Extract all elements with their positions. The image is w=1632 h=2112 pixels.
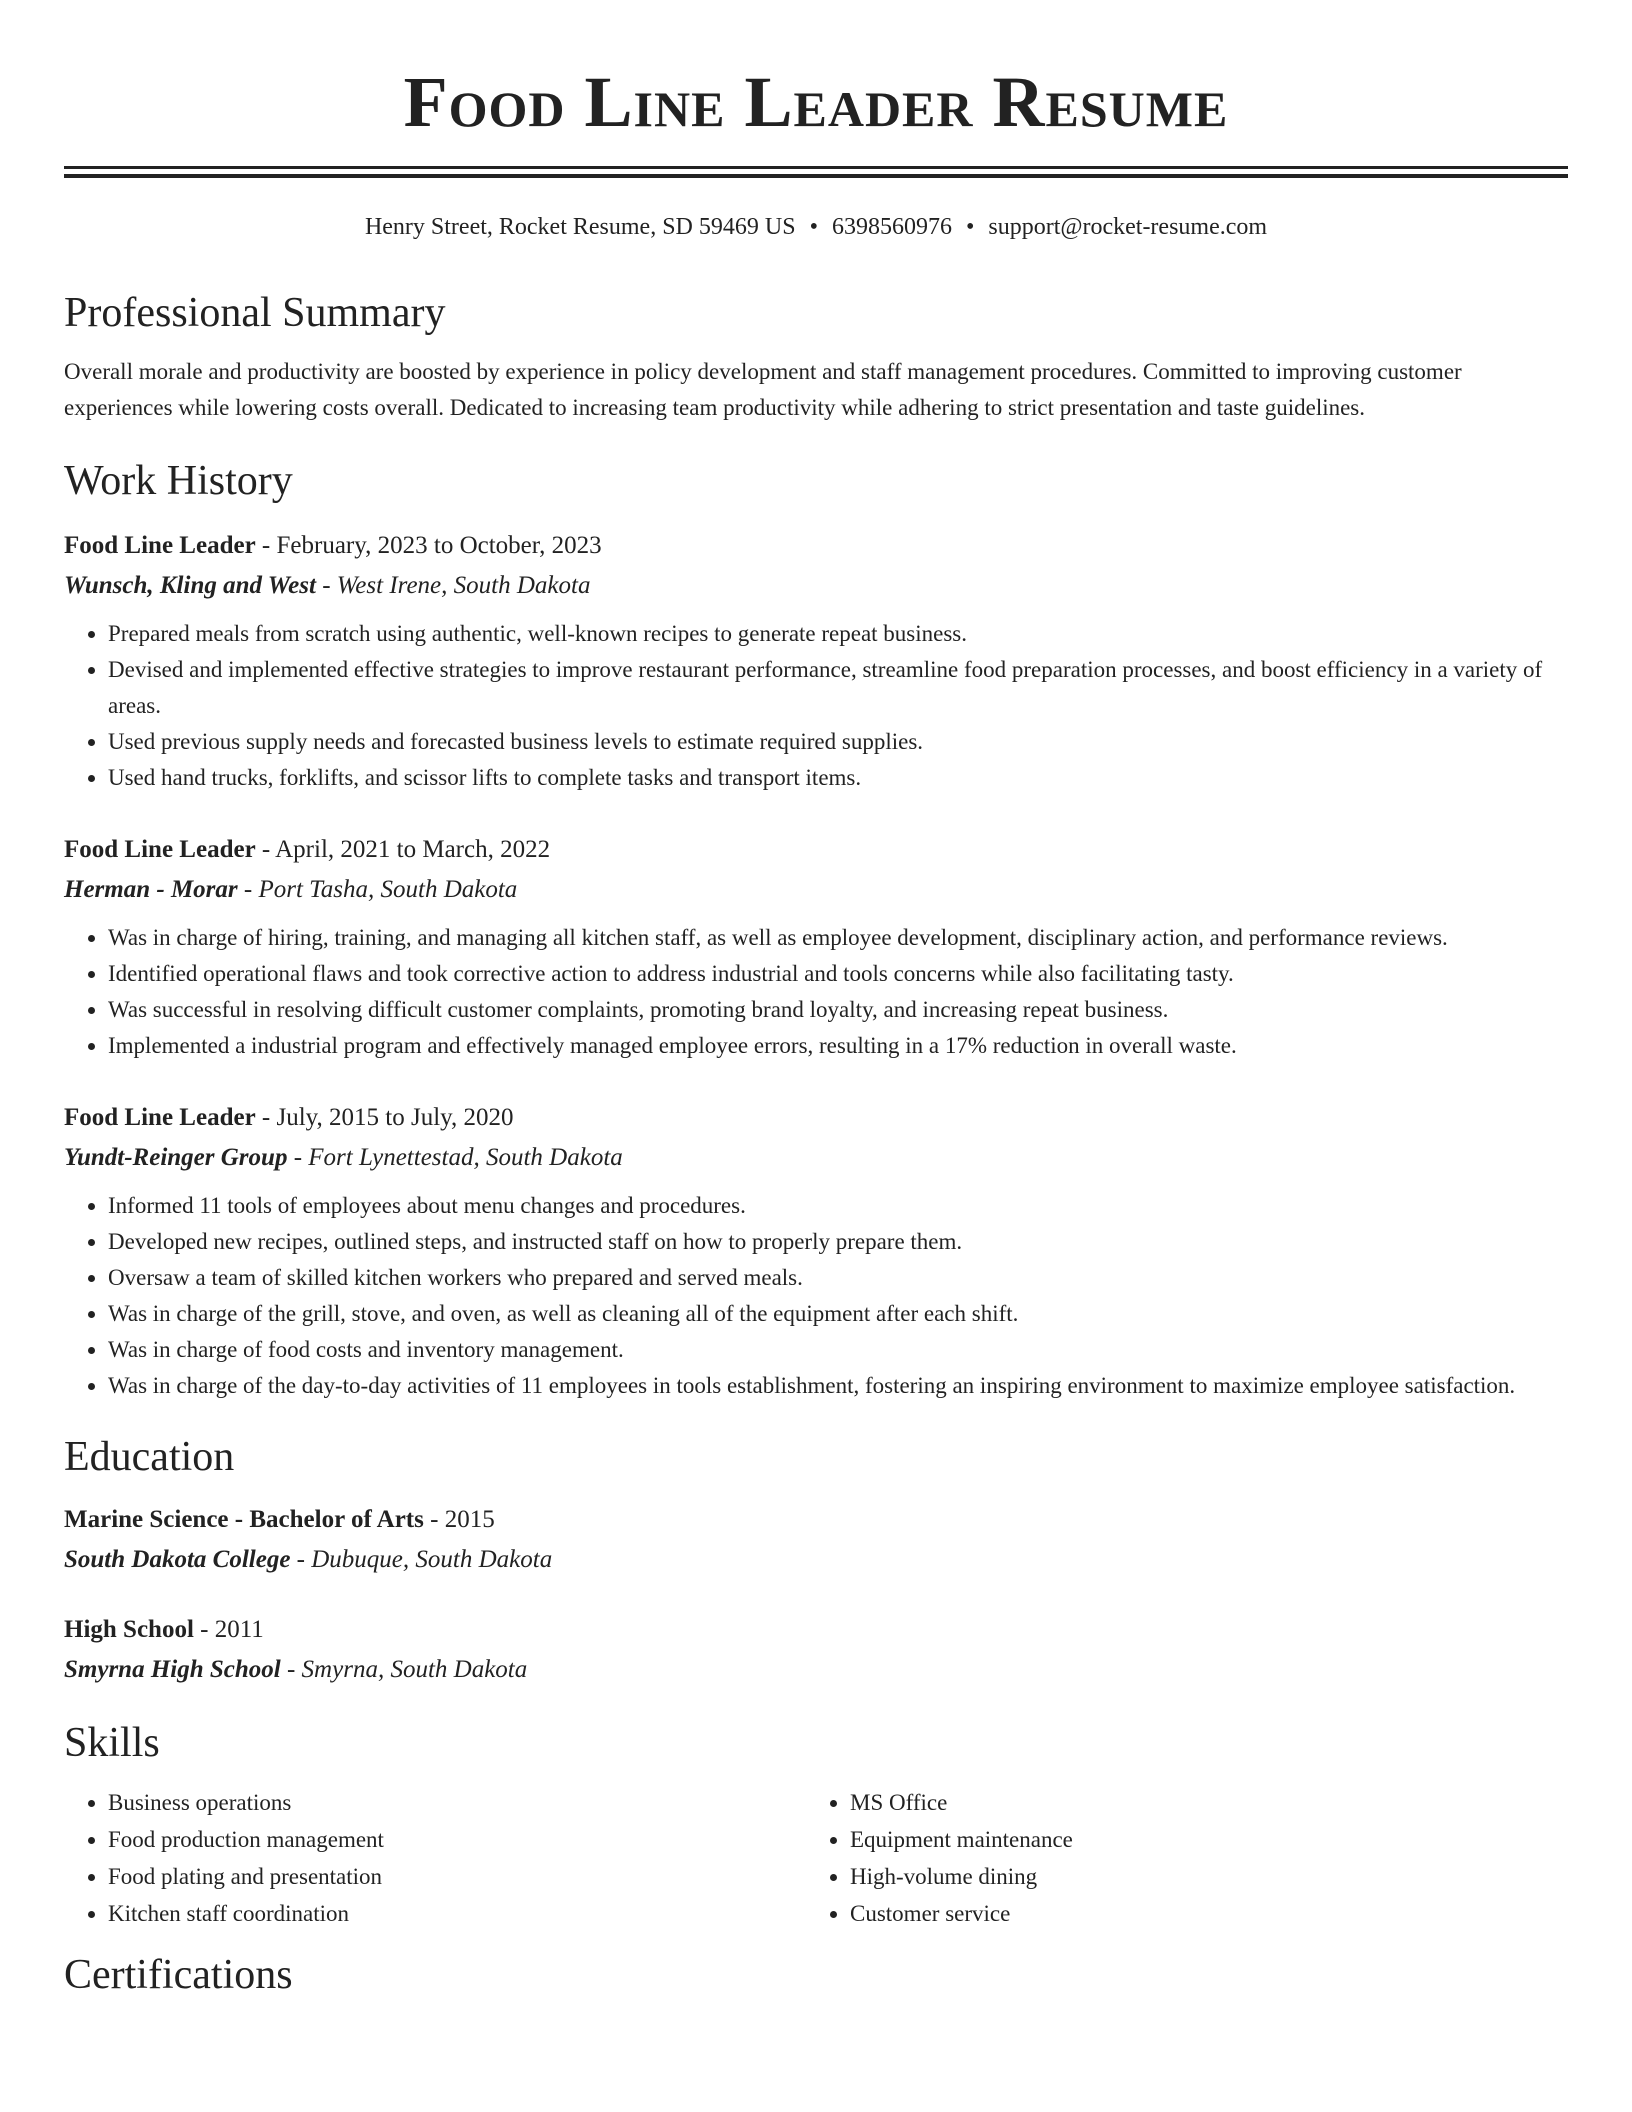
job-bullet: • Was in charge of the day-to-day activities of 11 employees in tools establishment, fostering an inspiring environment to maximize employee satisfaction. <box>108 1368 1568 1404</box>
skills-column-left <box>64 1784 806 1932</box>
contact-line <box>64 212 1568 242</box>
contact-email: support@rocket-resume.com <box>988 214 1268 240</box>
job-bullet: • Devised and implemented effective strategies to improve restaurant performance, streamline food preparation processes, and boost efficiency in a variety of areas. <box>108 652 1568 724</box>
skill-item: • Business operations <box>108 1784 806 1821</box>
job-entry <box>64 526 1568 796</box>
job-title-line <box>64 526 1568 566</box>
job-title: Food Line Leader <box>64 836 256 863</box>
title-divider <box>64 166 1568 178</box>
skills-heading: Skills <box>64 1720 160 1766</box>
job-bullets <box>64 616 1568 796</box>
job-bullets <box>64 920 1568 1064</box>
school-line <box>64 1540 1568 1580</box>
job-bullet: • Used hand trucks, forklifts, and scissor lifts to complete tasks and transport items. <box>108 760 1568 796</box>
school-line <box>64 1650 1568 1690</box>
education-heading: Education <box>64 1434 235 1480</box>
work-history-heading: Work History <box>64 458 293 504</box>
job-entry <box>64 830 1568 1064</box>
job-bullet: • Implemented a industrial program and effectively managed employee errors, resulting in a 17% reduction in overall waste. <box>108 1028 1568 1064</box>
job-bullet: • Oversaw a team of skilled kitchen workers who prepared and served meals. <box>108 1260 1568 1296</box>
skill-item: • MS Office <box>850 1784 1548 1821</box>
job-bullet: • Identified operational flaws and took corrective action to address industrial and tools concerns while also facilitating tasty. <box>108 956 1568 992</box>
company-line <box>64 1138 1568 1178</box>
job-bullet: • Was in charge of food costs and inventory management. <box>108 1332 1568 1368</box>
resume-page <box>64 0 1568 2000</box>
company-line <box>64 870 1568 910</box>
degree: Marine Science - Bachelor of Arts <box>64 1506 424 1533</box>
school-name: South Dakota College <box>64 1546 291 1573</box>
skills-column-right <box>806 1784 1548 1932</box>
job-bullet: • Was successful in resolving difficult customer complaints, promoting brand loyalty, and increasing repeat business. <box>108 992 1568 1028</box>
job-title: Food Line Leader <box>64 1104 256 1131</box>
company-name: Wunsch, Kling and West <box>64 572 316 599</box>
resume-title: Food Line Leader Resume <box>403 62 1229 142</box>
contact-phone: 6398560976 <box>831 214 952 240</box>
education-entry <box>64 1500 1568 1580</box>
skill-item: • Food plating and presentation <box>108 1858 806 1895</box>
job-dates: - July, 2015 to July, 2020 <box>255 1104 514 1131</box>
skill-item: • Customer service <box>850 1895 1548 1932</box>
job-title-line <box>64 1098 1568 1138</box>
skill-item: • Kitchen staff coordination <box>108 1895 806 1932</box>
job-title: Food Line Leader <box>64 532 256 559</box>
school-name: Smyrna High School <box>64 1656 281 1683</box>
company-name: Yundt-Reinger Group <box>64 1144 288 1171</box>
company-location: - Port Tasha, South Dakota <box>237 876 518 903</box>
job-bullet: • Was in charge of hiring, training, and managing all kitchen staff, as well as employee development, disciplinary action, and performance reviews. <box>108 920 1568 956</box>
job-title-line <box>64 830 1568 870</box>
job-bullets <box>64 1188 1568 1404</box>
company-line <box>64 566 1568 606</box>
skill-item: • High-volume dining <box>850 1858 1548 1895</box>
company-name: Herman - Morar <box>64 876 238 903</box>
contact-address: Henry Street, Rocket Resume, SD 59469 US <box>364 214 796 240</box>
degree: High School <box>64 1616 194 1643</box>
contact-separator: • <box>809 214 818 240</box>
job-bullet: • Developed new recipes, outlined steps, and instructed staff on how to properly prepare them. <box>108 1224 1568 1260</box>
summary-heading: Professional Summary <box>64 290 446 336</box>
job-dates: - February, 2023 to October, 2023 <box>255 532 602 559</box>
job-bullet: • Prepared meals from scratch using authentic, well-known recipes to generate repeat business. <box>108 616 1568 652</box>
school-location: - Smyrna, South Dakota <box>280 1656 528 1683</box>
graduation-year: - 2015 <box>423 1506 495 1533</box>
summary-text: Overall morale and productivity are boosted by experience in policy development and staff management procedures. Committed to improving customer experiences while lowering costs overall. Dedicated to increasing team productivity while adhering to strict presentation and taste guidelines. <box>64 359 1462 420</box>
job-entry <box>64 1098 1568 1404</box>
skill-item: • Equipment maintenance <box>850 1821 1548 1858</box>
job-dates: - April, 2021 to March, 2022 <box>255 836 551 863</box>
company-location: - Fort Lynettestad, South Dakota <box>287 1144 623 1171</box>
school-location: - Dubuque, South Dakota <box>290 1546 553 1573</box>
job-bullet: • Used previous supply needs and forecasted business levels to estimate required supplies. <box>108 724 1568 760</box>
graduation-year: - 2011 <box>193 1616 264 1643</box>
certifications-heading: Certifications <box>64 1952 293 1998</box>
degree-line <box>64 1610 1568 1650</box>
skills-grid <box>64 1784 1568 1932</box>
job-bullet: • Was in charge of the grill, stove, and oven, as well as cleaning all of the equipment after each shift. <box>108 1296 1568 1332</box>
education-entry <box>64 1610 1568 1690</box>
contact-separator: • <box>965 214 975 240</box>
skill-item: • Food production management <box>108 1821 806 1858</box>
degree-line <box>64 1500 1568 1540</box>
company-location: - West Irene, South Dakota <box>315 572 591 599</box>
job-bullet: • Informed 11 tools of employees about menu changes and procedures. <box>108 1188 1568 1224</box>
